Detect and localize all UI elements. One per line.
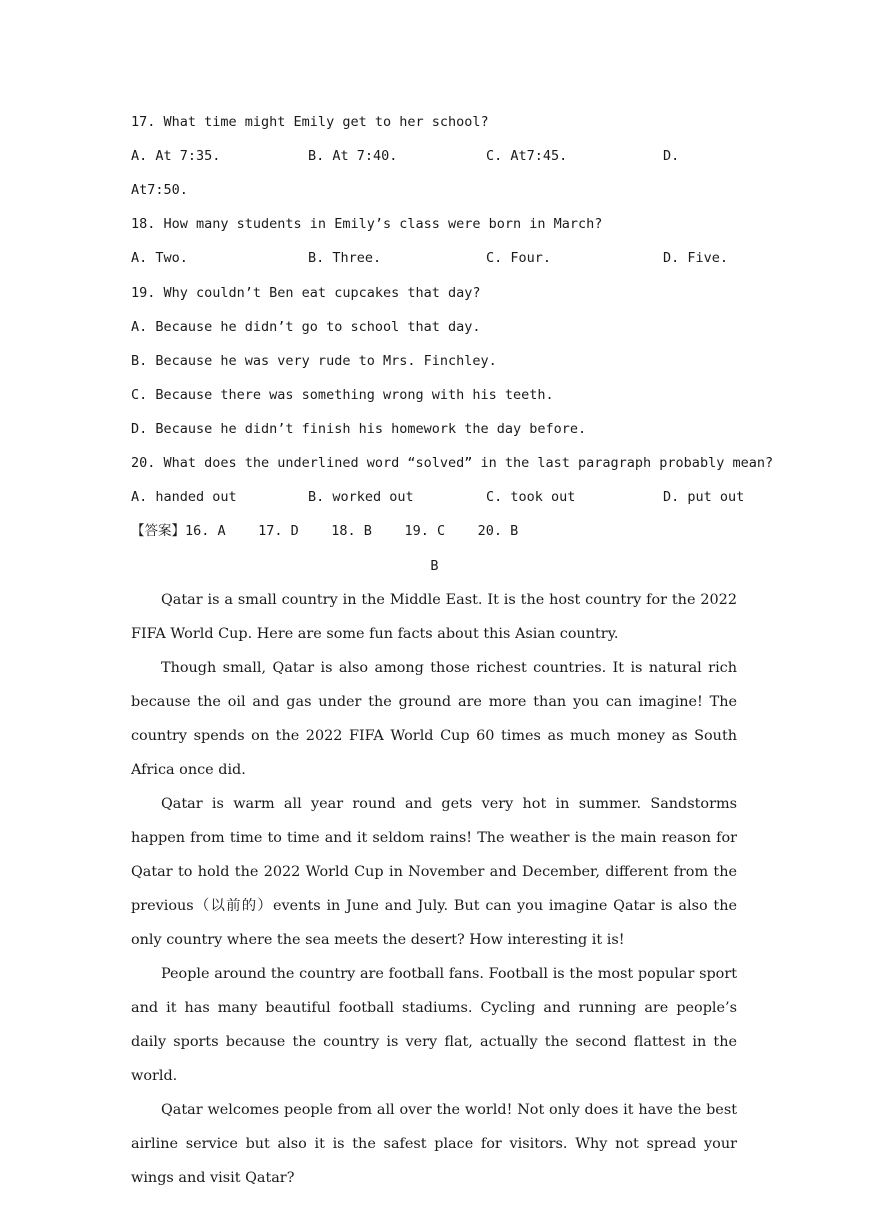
q20-option-c: C. took out <box>486 489 576 505</box>
passage-paragraph-4: People around the country are football fans. Football is the most popular sport and it has many beautiful football stadiums. Cycling and running are people’s daily sports because the country is very flat, actually the second flattest in the world. <box>131 966 737 1084</box>
q17-option-c: C. At7:45. <box>486 148 568 164</box>
q20-option-a: A. handed out <box>131 489 237 505</box>
passage-paragraph-2: Though small, Qatar is also among those richest countries. It is natural rich because the oil and gas under the ground are more than you can imagine! The country spends on the 2022 FIFA World Cup 60 times as much money as South Africa once did. <box>131 660 737 778</box>
q19-option-d: D. Because he didn’t finish his homework the day before. <box>131 421 587 437</box>
question-19-text: 19. Why couldn’t Ben eat cupcakes that day? <box>131 285 481 301</box>
q19-option-b: B. Because he was very rude to Mrs. Finchley. <box>131 353 497 369</box>
question-18-text: 18. How many students in Emily’s class were born in March? <box>131 216 603 232</box>
question-17-text: 17. What time might Emily get to her school? <box>131 114 489 130</box>
q17-option-d: D. <box>663 148 680 164</box>
q19-option-c: C. Because there was something wrong with his teeth. <box>131 387 554 403</box>
q18-option-b: B. Three. <box>308 250 382 266</box>
section-label: B <box>430 558 439 574</box>
q18-option-c: C. Four. <box>486 250 552 266</box>
passage-paragraph-3: Qatar is warm all year round and gets very hot in summer. Sandstorms happen from time to time and it seldom rains! The weather is the main reason for Qatar to hold the 2022 World Cup in November and December, different from the previous（以前的）events in June and July. But can you imagine Qatar is also the only country where the sea meets the desert? How interesting it is! <box>131 796 737 948</box>
q20-option-d: D. put out <box>663 489 745 505</box>
q18-option-a: A. Two. <box>131 250 188 266</box>
q18-option-d: D. Five. <box>663 250 729 266</box>
reading-passage <box>131 583 737 1195</box>
passage-paragraph-1: Qatar is a small country in the Middle East. It is the host country for the 2022 FIFA World Cup. Here are some fun facts about this Asian country. <box>131 592 737 642</box>
q19-option-a: A. Because he didn’t go to school that day. <box>131 319 481 335</box>
q17-option-a: A. At 7:35. <box>131 148 221 164</box>
answer-key: 【答案】16. A 17. D 18. B 19. C 20. B <box>131 523 519 539</box>
passage-paragraph-5: Qatar welcomes people from all over the world! Not only does it have the best airline service but also it is the safest place for visitors. Why not spread your wings and visit Qatar? <box>131 1102 737 1186</box>
q17-option-d-wrap: At7:50. <box>131 182 188 198</box>
q17-option-b: B. At 7:40. <box>308 148 398 164</box>
q20-option-b: B. worked out <box>308 489 414 505</box>
question-20-text: 20. What does the underlined word “solved” in the last paragraph probably mean? <box>131 455 774 471</box>
